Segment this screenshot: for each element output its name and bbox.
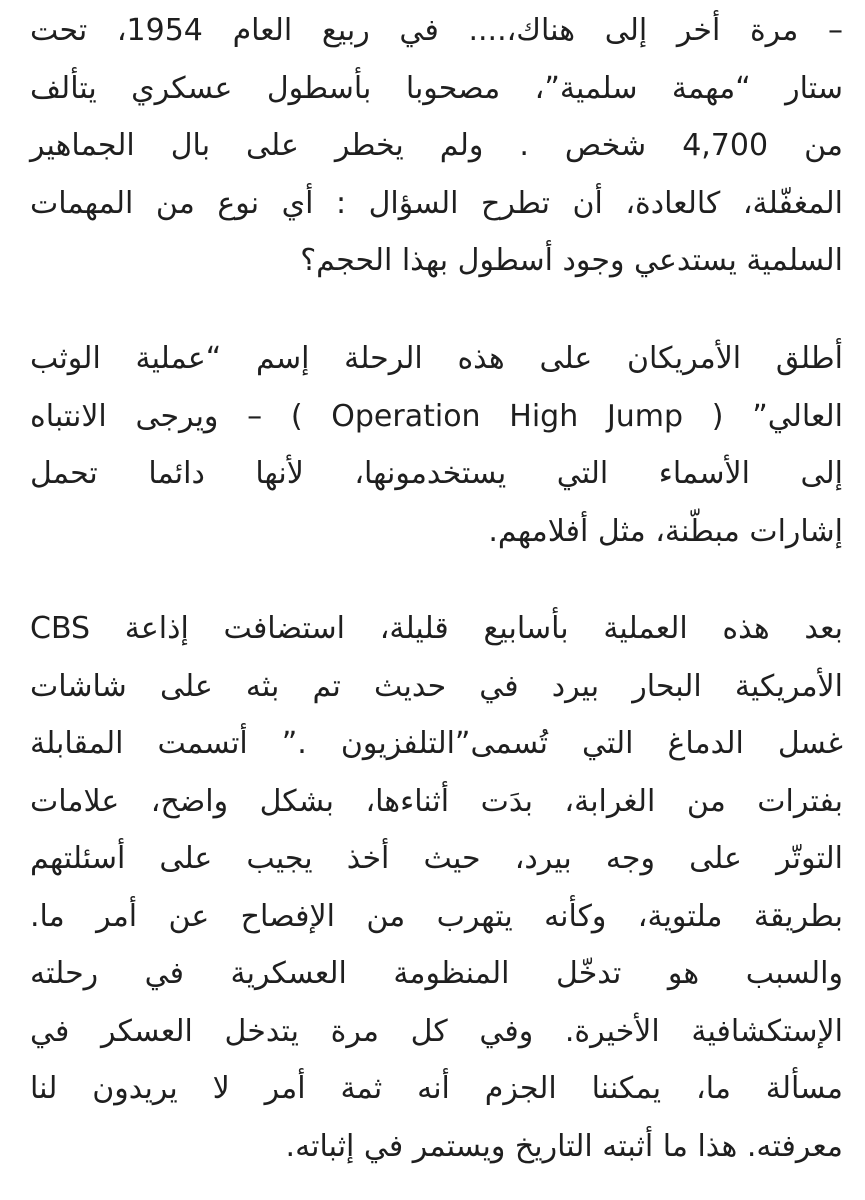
text-line: التوتّر على وجه بيرد، حيث أخذ يجيب على أسئلتهم [30, 841, 843, 876]
text-line: السلمية يستدعي وجود أسطول بهذا الحجم؟ [300, 243, 843, 278]
text-line: غسل الدماغ التي تُسمى”التلفزيون .” أتسمت المقابلة [30, 726, 843, 761]
text-line: معرفته. هذا ما أثبته التاريخ ويستمر في إثباته. [285, 1128, 843, 1164]
text-line: من 4,700 شخص . ولم يخطر على بال الجماهير [30, 128, 843, 163]
text-line: ستار “مهمة سلمية”، مصحوبا بأسطول عسكري يتألف [30, 70, 843, 106]
paragraph-1 [30, 2, 843, 290]
text-line: العالي” ( Operation High Jump ) – ويرجى الانتباه [30, 398, 843, 434]
text-line: الأمريكية البحار بيرد في حديث تم بثه على شاشات [30, 668, 843, 704]
text-line: والسبب هو تدخّل المنظومة العسكرية في رحلته [30, 956, 843, 991]
text-line: بعد هذه العملية بأسابيع قليلة، استضافت إذاعة CBS [30, 611, 843, 646]
paragraph-3 [30, 600, 843, 1175]
text-line: إشارات مبطّنة، مثل أفلامهم. [488, 513, 843, 549]
text-line: أطلق الأمريكان على هذه الرحلة إسم “عملية الوثب [30, 341, 843, 376]
text-line: المغفّلة، كالعادة، أن تطرح السؤال : أي نوع من المهمات [30, 185, 843, 221]
paragraph-2 [30, 330, 843, 560]
text-line: – مرة أخر إلى هناك،.... في ربيع العام 1954، تحت [30, 13, 843, 48]
text-line: الإستكشافية الأخيرة. وفي كل مرة يتدخل العسكر في [30, 1013, 843, 1049]
text-line: بفترات من الغرابة، بدَت أثناءها، بشكل واضح، علامات [30, 783, 843, 819]
text-line: إلى الأسماء التي يستخدمونها، لأنها دائما تحمل [30, 456, 843, 491]
text-line: بطريقة ملتوية، وكأنه يتهرب من الإفصاح عن أمر ما. [30, 898, 843, 934]
text-line: مسألة ما، يمكننا الجزم أنه ثمة أمر لا يريدون لنا [30, 1071, 843, 1106]
